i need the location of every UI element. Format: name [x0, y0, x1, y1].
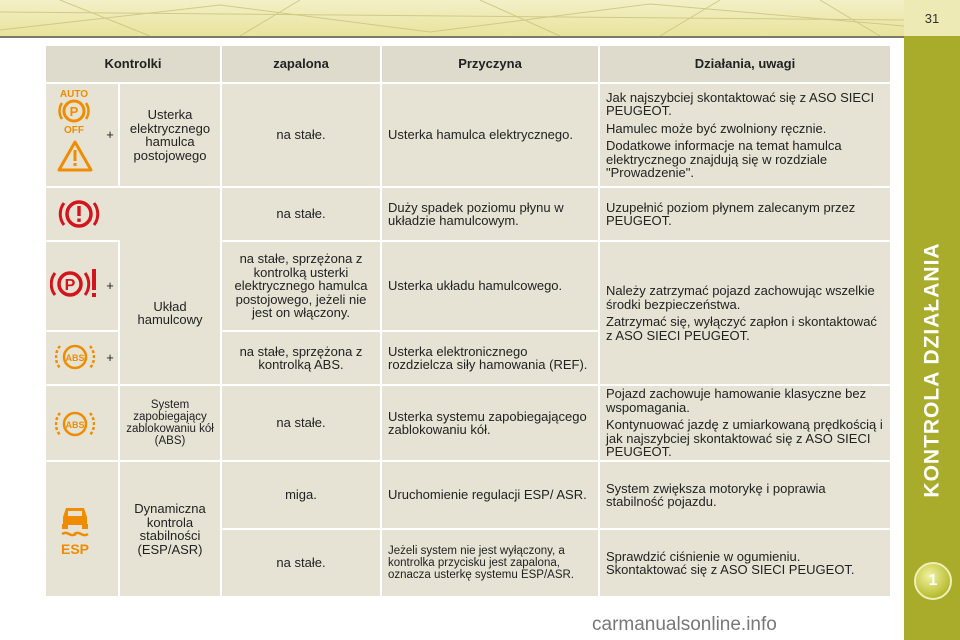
svg-text:ABS: ABS: [65, 420, 85, 430]
header-dzialania: Działania, uwagi: [600, 46, 890, 82]
row5-dzialania: Pojazd zachowuje hamowanie klasyczne bez wspomagania. Kontynuować jazdę z umiarkowaną prędkością i jak najszybciej skontaktować się z ASO SIECI PEUGEOT.: [600, 386, 890, 460]
warning-triangle-icon: [56, 138, 94, 174]
esp-kontrolka: Dynamiczna kontrola stabilności (ESP/ASR): [120, 462, 220, 596]
header-kontrolki: Kontrolki: [46, 46, 220, 82]
page-number: 31: [904, 0, 960, 36]
row1-przyczyna: Usterka hamulca elektrycznego.: [382, 84, 598, 186]
svg-text:ESP: ESP: [60, 541, 90, 556]
row5-zapalona: na stałe.: [222, 386, 380, 460]
row1-zapalona: na stałe.: [222, 84, 380, 186]
row1-dzialania: Jak najszybciej skontaktować się z ASO SIECI PEUGEOT. Hamulec może być zwolniony ręcznie. Dodatkowe informacje na temat hamulca elektrycznego znajdują się w rozdziale "Prowadzenie".: [600, 84, 890, 186]
header-przyczyna: Przyczyna: [382, 46, 598, 82]
row2-przyczyna: Duży spadek poziomu płynu w układzie hamulcowym.: [382, 188, 598, 240]
svg-text:AUTO: AUTO: [59, 89, 89, 100]
brake-system-label: Układ hamulcowy: [120, 242, 220, 384]
row2-icon-cell: [46, 188, 220, 240]
header-zapalona: zapalona: [222, 46, 380, 82]
row5-kontrolka: System zapobiegający zablokowaniu kół (ABS): [120, 386, 220, 460]
row6-zapalona: miga.: [222, 462, 380, 528]
row6-przyczyna: Uruchomienie regulacji ESP/ ASR.: [382, 462, 598, 528]
svg-text:P: P: [69, 104, 79, 119]
row7-przyczyna: Jeżeli system nie jest wyłączony, a kontrolka przycisku jest zapalona, oznacza usterkę systemu ESP/ASR.: [382, 530, 598, 596]
warning-lights-table: [44, 44, 892, 598]
row2-zapalona: na stałe.: [222, 188, 380, 240]
section-title: KONTROLA DZIAŁANIA: [921, 242, 945, 498]
row3-plus: +: [106, 278, 114, 294]
svg-text:OFF: OFF: [64, 125, 84, 134]
watermark-text: carmanualsonline.info: [592, 614, 777, 635]
esp-icon: [54, 504, 96, 556]
abs-icon: [54, 337, 96, 377]
row5-przyczyna: Usterka systemu zapobiegającego zablokowaniu kół.: [382, 386, 598, 460]
esp-icon-cell: [46, 462, 118, 596]
header-band: [0, 0, 904, 36]
row34-dzialania: Należy zatrzymać pojazd zachowując wszelkie środki bezpieczeństwa. Zatrzymać się, wyłączyć zapłon i skontaktować z ASO SIECI PEUGEOT.: [600, 242, 890, 384]
abs-icon: [54, 404, 96, 444]
svg-text:ABS: ABS: [65, 353, 85, 363]
row5-icon-cell: [46, 386, 118, 460]
row3-przyczyna: Usterka układu hamulcowego.: [382, 242, 598, 330]
row1-kontrolka: Usterka elektrycznego hamulca postojowego: [120, 84, 220, 186]
row1-plus: +: [106, 127, 114, 143]
row7-zapalona: na stałe.: [222, 530, 380, 596]
row4-zapalona: na stałe, sprzężona z kontrolką ABS.: [222, 332, 380, 384]
auto-parking-brake-icon: [54, 88, 94, 134]
row7-dzialania: Sprawdzić ciśnienie w ogumieniu. Skontaktować się z ASO SIECI PEUGEOT.: [600, 530, 890, 596]
parking-brake-fault-icon: [50, 264, 100, 304]
row4-przyczyna: Usterka elektronicznego rozdzielcza siły hamowania (REF).: [382, 332, 598, 384]
chapter-badge[interactable]: 1: [914, 562, 952, 600]
brake-warning-icon: [56, 194, 102, 234]
row3-zapalona: na stałe, sprzężona z kontrolką usterki elektrycznego hamulca postojowego, jeżeli nie jest on włączony.: [222, 242, 380, 330]
header-rule: [0, 36, 904, 38]
row6-dzialania: System zwiększa motorykę i poprawia stabilność pojazdu.: [600, 462, 890, 528]
row4-plus: +: [106, 350, 114, 366]
svg-text:P: P: [64, 277, 76, 294]
row2-dzialania: Uzupełnić poziom płynem zalecanym przez PEUGEOT.: [600, 188, 890, 240]
header-decoration: [0, 0, 904, 36]
